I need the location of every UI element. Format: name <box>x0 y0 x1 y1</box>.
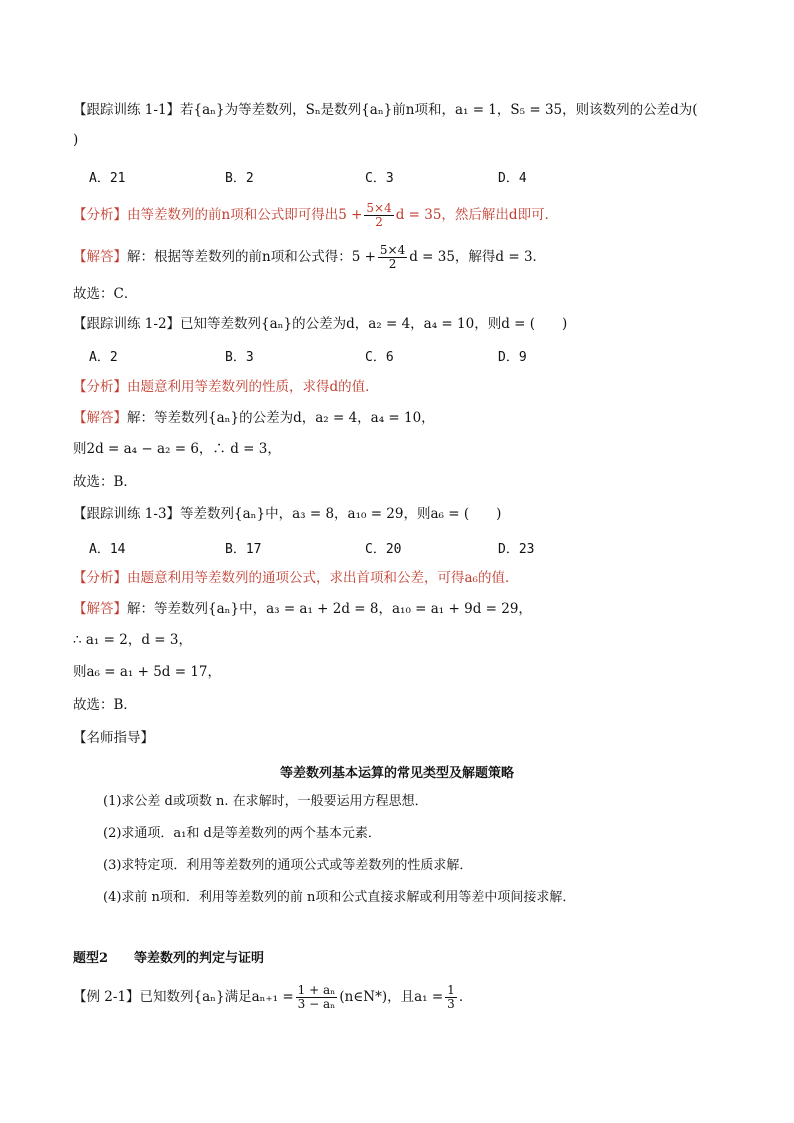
q3-option-b: B．17 <box>225 542 262 557</box>
guide-tag: 【名师指导】 <box>73 730 154 746</box>
guide-item-4: (4)求前 n项和．利用等差数列的前 n项和公式直接求解或利用等差中项间接求解． <box>103 890 576 905</box>
guide-title: 等差数列基本运算的常见类型及解题策略 <box>279 766 514 781</box>
q3-option-c: C．20 <box>365 542 402 557</box>
q2-stem: 【跟踪训练 1-2】已知等差数列{aₙ}的公差为d，a₂ = 4，a₄ = 10，则d = ( ) <box>73 316 568 332</box>
q1-option-d: D．4 <box>498 171 527 186</box>
q2-option-b: B．3 <box>225 350 254 365</box>
guide-item-2: (2)求通项．a₁和 d是等差数列的两个基本元素． <box>103 826 381 841</box>
q3-analysis: 【分析】由题意利用等差数列的通项公式，求出首项和公差，可得a₆的值． <box>73 570 519 586</box>
fraction: $\frac{5\times 4}{2}$ <box>379 243 406 271</box>
fraction: $\frac{\text{1 + aₙ}}{\text{3 − aₙ}}$ <box>297 983 336 1011</box>
answer-tag: 【解答】 <box>73 249 127 265</box>
q2-analysis: 【分析】由题意利用等差数列的性质，求得d的值． <box>73 379 379 395</box>
fraction: $\frac{1}{3}$ <box>447 983 455 1011</box>
guide-item-1: (1)求公差 d或项数 n. 在求解时，一般要运用方程思想． <box>103 794 428 809</box>
q2-option-d: D．9 <box>498 350 527 365</box>
q1-stem: 【跟踪训练 1-1】若{aₙ}为等差数列，Sₙ是数列{aₙ}前n项和，a₁ = 1，S₅ = 35，则该数列的公差d为( <box>73 102 698 118</box>
q3-stem: 【跟踪训练 1-3】等差数列{aₙ}中，a₃ = 8，a₁₀ = 29，则a₆ = ( ) <box>73 506 502 522</box>
q3-answer: 【解答】解：等差数列{aₙ}中，a₃ = a₁ + 2d = 8，a₁₀ = a₁ + 9d = 29， <box>73 601 532 617</box>
fraction: $\frac{5\times 4}{2}$ <box>366 201 392 229</box>
example-2-1: 【例 2-1】已知数列{aₙ}满足aₙ₊₁ = $\frac{\text{1 + aₙ}}{\text{3 − aₙ}}$ (n∈N*)，且a₁ = $\frac{1}{3}$ ． <box>73 983 473 1011</box>
q2-option-c: C．6 <box>365 350 394 365</box>
guide-item-3: (3)求特定项．利用等差数列的通项公式或等差数列的性质求解． <box>103 858 473 873</box>
q1-answer: 【解答】解：根据等差数列的前n项和公式得：5 + $\frac{5\times 4}{2}$ d = 35，解得d = 3． <box>73 243 547 271</box>
q1-option-c: C．3 <box>365 171 394 186</box>
q3-choice: 故选：B． <box>73 697 137 713</box>
q3-step2: 则a₆ = a₁ + 5d = 17， <box>73 664 222 680</box>
q1-analysis: 【分析】由等差数列的前n项和公式即可得出5 + $\frac{5\times 4}{2}$ d = 35，然后解出d即可． <box>73 201 559 229</box>
q2-choice: 故选：B． <box>73 474 137 490</box>
q1-option-b: B．2 <box>225 171 254 186</box>
q2-answer: 【解答】解：等差数列{aₙ}的公差为d，a₂ = 4，a₄ = 10， <box>73 410 435 426</box>
analysis-tag: 【分析】 <box>73 207 127 223</box>
q3-option-a: A．14 <box>89 542 126 557</box>
q2-option-a: A．2 <box>89 350 118 365</box>
section-title: 题型2 等差数列的判定与证明 <box>73 951 265 966</box>
q3-option-d: D．23 <box>498 542 535 557</box>
q2-step: 则2d = a₄ − a₂ = 6，∴ d = 3， <box>73 441 281 457</box>
q1-choice: 故选：C． <box>73 286 138 302</box>
q3-step1: ∴ a₁ = 2，d = 3， <box>73 632 192 648</box>
q1-stem-close: ) <box>73 132 79 148</box>
q1-option-a: A．21 <box>89 171 126 186</box>
